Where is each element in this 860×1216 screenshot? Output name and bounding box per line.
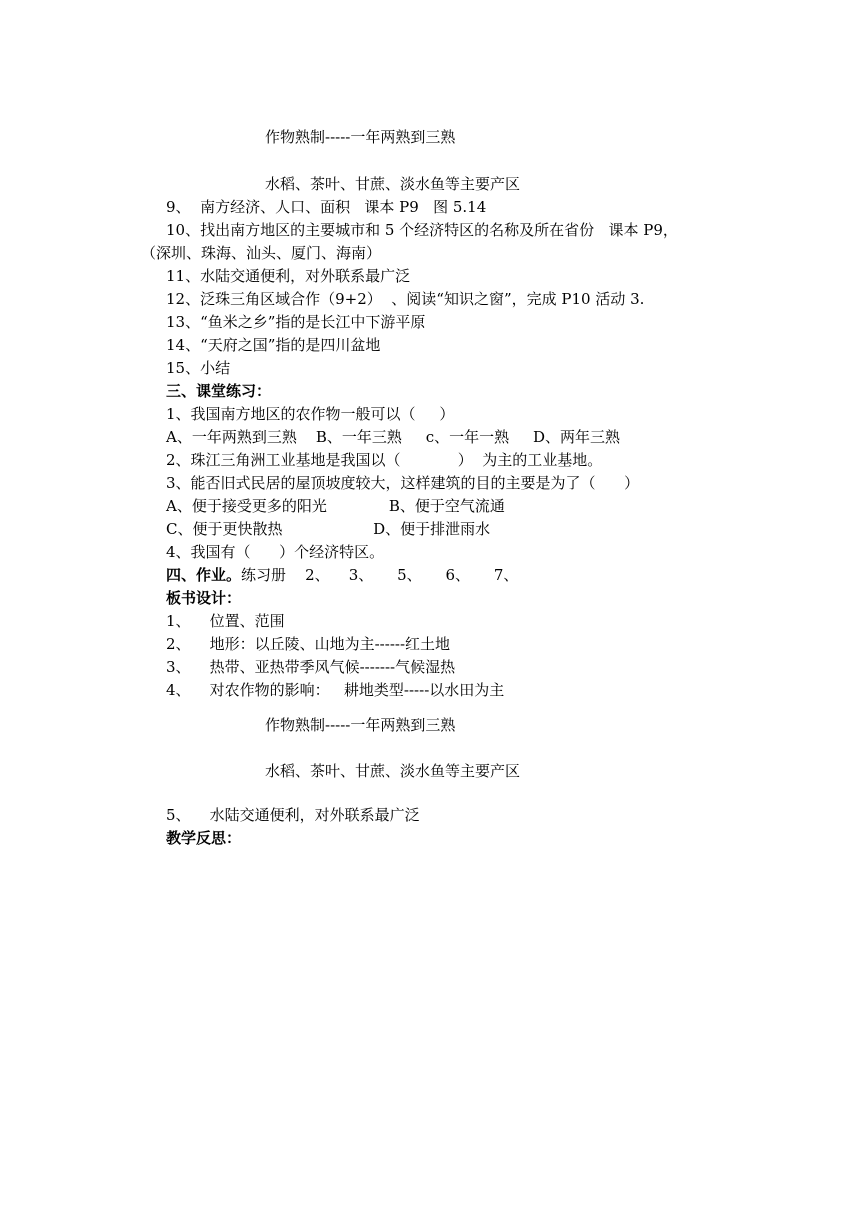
main-products-line: 水稻、茶叶、甘蔗、淡水鱼等主要产区 [265,175,521,193]
board-crop-maturity-line: 作物熟制-----一年两熟到三熟 [265,716,456,734]
item-10-continued: （深圳、珠海、汕头、厦门、海南） [141,244,382,262]
question-3-options-cd: C、便于更快散热 D、便于排泄雨水 [166,520,491,538]
question-3-options-ab: A、便于接受更多的阳光 B、便于空气流通 [166,497,505,515]
question-1: 1、我国南方地区的农作物一般可以（ ） [166,405,455,423]
question-3: 3、能否旧式民居的屋顶坡度较大，这样建筑的目的主要是为了（ ） [166,474,640,492]
teaching-reflection-heading: 教学反思： [166,829,242,847]
board-main-products-line: 水稻、茶叶、甘蔗、淡水鱼等主要产区 [265,762,521,780]
item-14: 14、“天府之国”指的是四川盆地 [166,336,381,354]
question-1-options: A、一年两熟到三熟 B、一年三熟 c、一年一熟 D、两年三熟 [166,428,621,446]
homework-items: 练习册 2、 3、 5、 6、 7、 [241,566,519,584]
item-13: 13、“鱼米之乡”指的是长江中下游平原 [166,313,426,331]
crop-maturity-line: 作物熟制-----一年两熟到三熟 [265,128,456,146]
board-item-4: 4、 对农作物的影响： 耕地类型-----以水田为主 [166,681,505,699]
item-11: 11、水陆交通便利，对外联系最广泛 [166,267,411,285]
board-design-heading: 板书设计： [166,589,242,607]
item-15: 15、小结 [166,359,231,377]
board-item-2: 2、 地形：以丘陵、山地为主------红土地 [166,635,451,653]
question-4: 4、我国有（ ）个经济特区。 [166,543,385,561]
board-item-5: 5、 水陆交通便利，对外联系最广泛 [166,806,420,824]
item-12: 12、泛珠三角区域合作（9+2） 、阅读“知识之窗”，完成 P10 活动 3. [166,290,645,308]
question-2: 2、珠江三角洲工业基地是我国以（ ） 为主的工业基地。 [166,451,603,469]
item-9: 9、 南方经济、人口、面积 课本 P9 图 5.14 [166,198,487,216]
section-4-homework [166,565,518,585]
section-3-heading: 三、课堂练习： [166,382,272,400]
section-4-heading: 四、作业。 [166,566,242,584]
item-10: 10、找出南方地区的主要城市和 5 个经济特区的名称及所在省份 课本 P9， [166,221,678,239]
board-item-3: 3、 热带、亚热带季风气候-------气候湿热 [166,658,456,676]
board-item-1: 1、 位置、范围 [166,612,285,630]
